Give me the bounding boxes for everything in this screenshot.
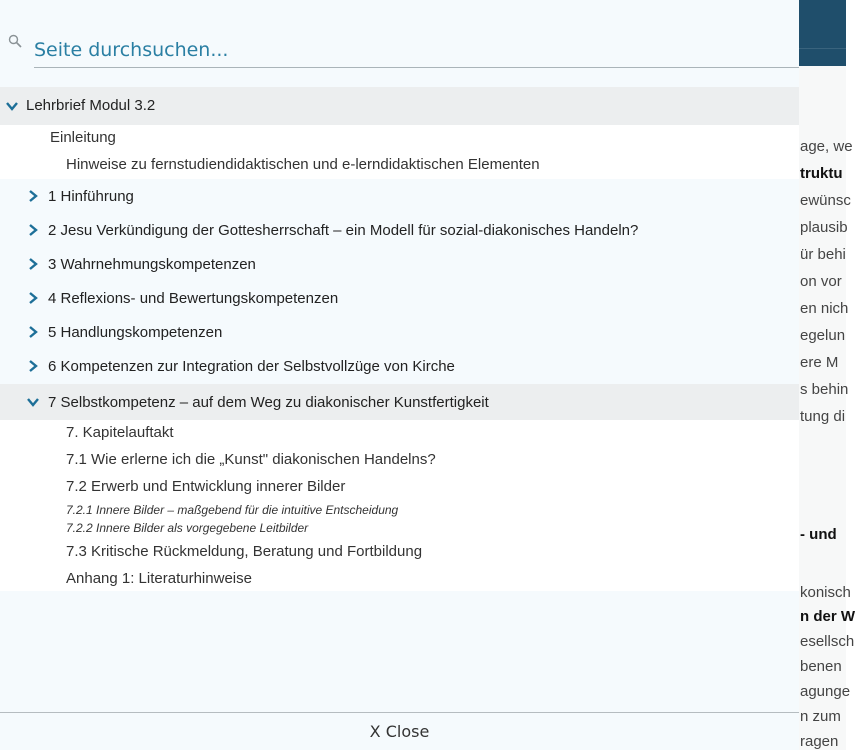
toc-subitem-7-0[interactable] xyxy=(0,420,799,445)
toc-subitem-7-3[interactable] xyxy=(0,538,799,566)
chevron-right-icon[interactable] xyxy=(26,189,40,203)
toc-root-item[interactable] xyxy=(0,87,799,125)
toc-chapter-7[interactable] xyxy=(0,384,799,420)
toc-chapter-5[interactable] xyxy=(0,315,799,349)
bg-text-fragment: ere M xyxy=(800,354,839,371)
bg-text-fragment: on vor xyxy=(800,273,842,290)
toc-item-label: Einleitung xyxy=(50,129,116,146)
chevron-right-icon[interactable] xyxy=(26,325,40,339)
bg-text-fragment: en nich xyxy=(800,300,849,317)
toc-chapter-label: 2 Jesu Verkündigung der Gottesherrschaft – ein Modell für sozial-diakonisches Handeln? xyxy=(48,222,639,239)
toc-item-einleitung[interactable] xyxy=(0,125,799,151)
bg-text-fragment: truktu xyxy=(800,165,843,182)
close-button[interactable]: X Close xyxy=(0,713,799,751)
chevron-down-icon[interactable] xyxy=(26,395,40,409)
bg-text-fragment: konisch xyxy=(800,584,851,601)
toc-chapter-label: 1 Hinführung xyxy=(48,188,134,205)
bg-text-fragment: esellsch xyxy=(800,633,855,650)
bg-text-fragment: tung di xyxy=(800,408,846,425)
bg-text-fragment: age, we xyxy=(800,138,853,155)
bg-text-fragment: - und xyxy=(800,526,837,543)
chevron-right-icon[interactable] xyxy=(26,291,40,305)
bg-text-fragment: egelun xyxy=(800,327,846,344)
toc-subitem-label: 7.2 Erwerb und Entwicklung innerer Bilder xyxy=(66,478,346,495)
toc-subitem-label: 7.3 Kritische Rückmeldung, Beratung und Fortbildung xyxy=(66,543,423,560)
toc-subitem-7-1[interactable] xyxy=(0,445,799,474)
bg-text-fragment: benen xyxy=(800,658,842,675)
search-icon xyxy=(8,34,22,48)
bg-text-fragment: plausib xyxy=(800,219,848,236)
chevron-down-icon[interactable] xyxy=(5,99,19,113)
toc-chapter-label: 7 Selbstkompetenz – auf dem Weg zu diakonischer Kunstfertigkeit xyxy=(48,394,489,411)
chevron-right-icon[interactable] xyxy=(26,359,40,373)
toc-subitem-label: Anhang 1: Literaturhinweise xyxy=(66,570,252,587)
toc-item-hinweise[interactable] xyxy=(0,151,799,179)
toc-subitem-7-2-2[interactable] xyxy=(0,519,799,538)
toc-subitem-label: 7.1 Wie erlerne ich die „Kunst" diakonischen Handelns? xyxy=(66,451,436,468)
toc-chapter-label: 4 Reflexions- und Bewertungskompetenzen xyxy=(48,290,339,307)
toc-subitem-7-2-1[interactable] xyxy=(0,500,799,519)
bg-text-fragment: n der W xyxy=(800,608,855,625)
search-bar xyxy=(0,0,799,86)
toc-subitem-label: 7.2.2 Innere Bilder als vorgegebene Leitbilder xyxy=(66,521,309,535)
toc-root-label: Lehrbrief Modul 3.2 xyxy=(26,97,156,114)
bg-text-fragment: ewünsc xyxy=(800,192,851,209)
toc-chapter-1[interactable] xyxy=(0,179,799,213)
bg-text-fragment: ragen xyxy=(800,733,839,750)
bg-text-fragment: agunge xyxy=(800,683,851,700)
toc-item-label: Hinweise zu fernstudiendidaktischen und e-lerndidaktischen Elementen xyxy=(66,156,540,173)
bg-text-fragment: s behin xyxy=(800,381,849,398)
toc-subitem-label: 7. Kapitelauftakt xyxy=(66,424,174,441)
search-input[interactable] xyxy=(34,32,799,68)
toc-subitem-7-2[interactable] xyxy=(0,474,799,500)
toc-chapter-label: 5 Handlungskompetenzen xyxy=(48,324,223,341)
chevron-right-icon[interactable] xyxy=(26,257,40,271)
toc-subitem-anhang[interactable] xyxy=(0,566,799,591)
toc-chapter-6[interactable] xyxy=(0,349,799,383)
close-bar xyxy=(0,712,799,750)
bg-text-fragment: ür behi xyxy=(800,246,846,263)
chevron-right-icon[interactable] xyxy=(26,223,40,237)
toc-chapter-4[interactable] xyxy=(0,281,799,315)
toc-chapter-3[interactable] xyxy=(0,247,799,281)
toc-chapter-label: 3 Wahrnehmungskompetenzen xyxy=(48,256,256,273)
bg-text-fragment: n zum xyxy=(800,708,841,725)
toc-chapter-label: 6 Kompetenzen zur Integration der Selbstvollzüge von Kirche xyxy=(48,358,455,375)
toc-subitem-label: 7.2.1 Innere Bilder – maßgebend für die intuitive Entscheidung xyxy=(66,503,399,517)
toc-chapter-2[interactable] xyxy=(0,213,799,247)
